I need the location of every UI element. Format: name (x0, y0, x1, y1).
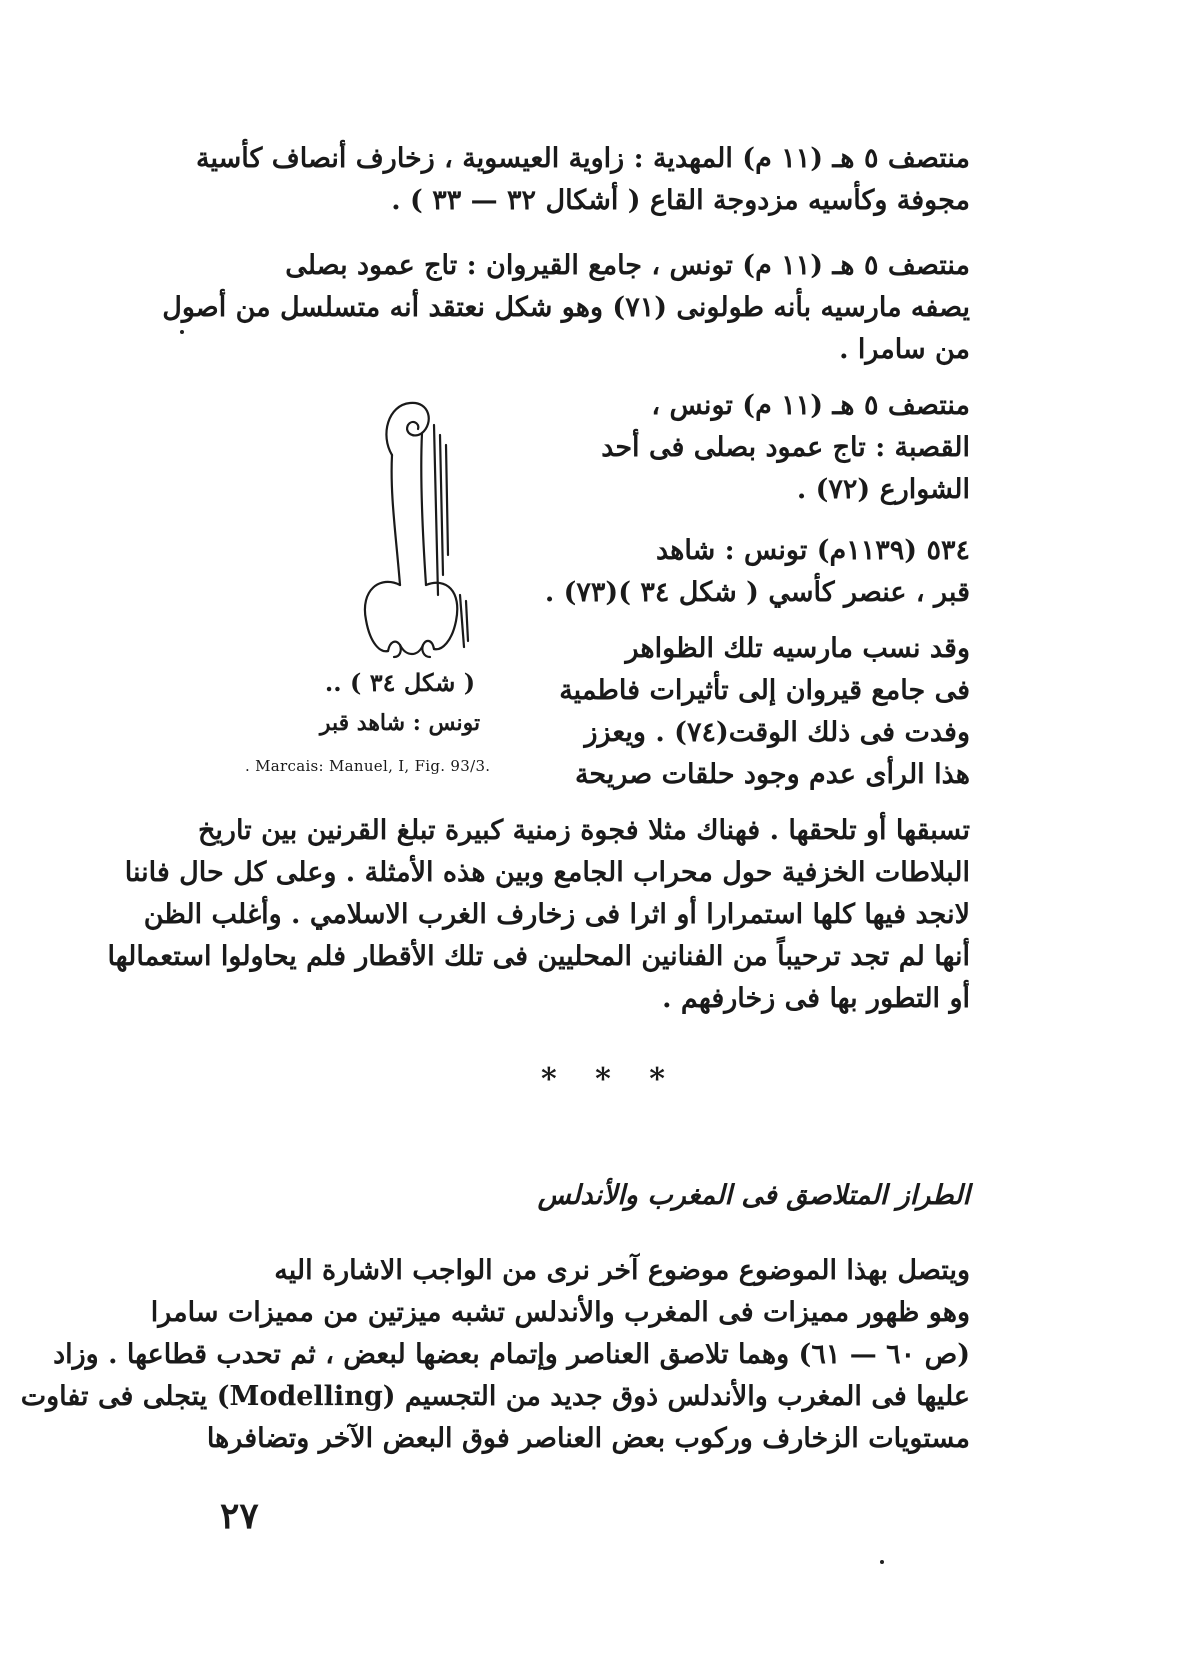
paragraph-mahdia (196, 138, 970, 222)
text-line: لانجد فيها كلها استمرارا أو اثرا فى زخارف الغرب الاسلامي . وأغلب الظن (143, 899, 970, 930)
paragraph-gravestone (544, 530, 970, 614)
text-line: منتصف ٥ هـ (١١ م) تونس ، (651, 390, 970, 421)
text-line: من سامرا . (839, 334, 970, 365)
paragraph-kairouan (162, 245, 970, 371)
section-heading: الطراز المتلاصق فى المغرب والأندلس (537, 1180, 970, 1211)
paragraph-discussion (107, 810, 970, 1020)
text-line: القصبة : تاج عمود بصلى فى أحد (601, 432, 970, 463)
figure-caption-label: ( شكل ٣٤ ) .. (324, 668, 476, 697)
text-line: منتصف ٥ هـ (١١ م) تونس ، جامع القيروان : تاج عمود بصلى (285, 250, 970, 281)
text-line: وهو ظهور مميزات فى المغرب والأندلس تشبه ميزتين من مميزات سامرا (150, 1297, 970, 1328)
text-line: مجوفة وكأسيه مزدوجة القاع ( أشكال ٣٢ — ٣٣ ) . (391, 185, 970, 216)
scan-speck (880, 1560, 884, 1564)
text-line: عليها فى المغرب والأندلس ذوق جديد من التجسيم (Modelling) يتجلى فى تفاوت (20, 1381, 970, 1412)
paragraph-marcais-attribution (559, 628, 970, 796)
text-line: فى جامع قيروان إلى تأثيرات فاطمية (559, 675, 970, 706)
text-line: تسبقها أو تلحقها . فهناك مثلا فجوة زمنية كبيرة تبلغ القرنين بين تاريخ (197, 815, 970, 846)
paragraph-qasba (601, 385, 970, 511)
text-line: البلاطات الخزفية حول محراب الجامع وبين هذه الأمثلة . وعلى كل حال فاننا (124, 857, 970, 888)
text-line: وفدت فى ذلك الوقت(٧٤) . ويعزز (584, 717, 970, 748)
text-line: منتصف ٥ هـ (١١ م) المهدية : زاوية العيسوية ، زخارف أنصاف كأسية (196, 143, 970, 174)
page-number: ٢٧ (220, 1495, 259, 1537)
text-line: ٥٣٤ (١١٣٩م) تونس : شاهد (655, 535, 970, 566)
gravestone-ornament-drawing (330, 395, 490, 685)
text-line: (ص ٦٠ — ٦١) وهما تلاصق العناصر وإتمام بعضها لبعض ، ثم تحدب قطاعها . وزاد (53, 1339, 970, 1370)
scan-speck (180, 330, 184, 334)
figure-caption-source: . Marcais: Manuel, I, Fig. 93/3. (245, 757, 491, 775)
text-line: أو التطور بها فى زخارفهم . (662, 983, 970, 1014)
section-separator: * * * (541, 1062, 679, 1097)
text-line: الشوارع (٧٢) . (796, 474, 970, 505)
text-line: مستويات الزخارف وركوب بعض العناصر فوق البعض الآخر وتضافرها (206, 1423, 970, 1454)
text-line: هذا الرأى عدم وجود حلقات صريحة (574, 759, 970, 790)
text-line: وقد نسب مارسيه تلك الظواهر (625, 633, 970, 664)
figure-caption-subtitle: تونس : شاهد قبر (319, 710, 481, 736)
paragraph-maghreb-andalus (20, 1250, 970, 1460)
text-line: يصفه مارسيه بأنه طولونى (٧١) وهو شكل نعتقد أنه متسلسل من أصول (162, 292, 970, 323)
text-line: ويتصل بهذا الموضوع موضوع آخر نرى من الواجب الاشارة اليه (274, 1255, 970, 1286)
text-line: أنها لم تجد ترحيباً من الفنانين المحليين فى تلك الأقطار فلم يحاولوا استعمالها (107, 941, 970, 972)
text-line: قبر ، عنصر كأسي ( شكل ٣٤ )(٧٣) . (544, 577, 970, 608)
